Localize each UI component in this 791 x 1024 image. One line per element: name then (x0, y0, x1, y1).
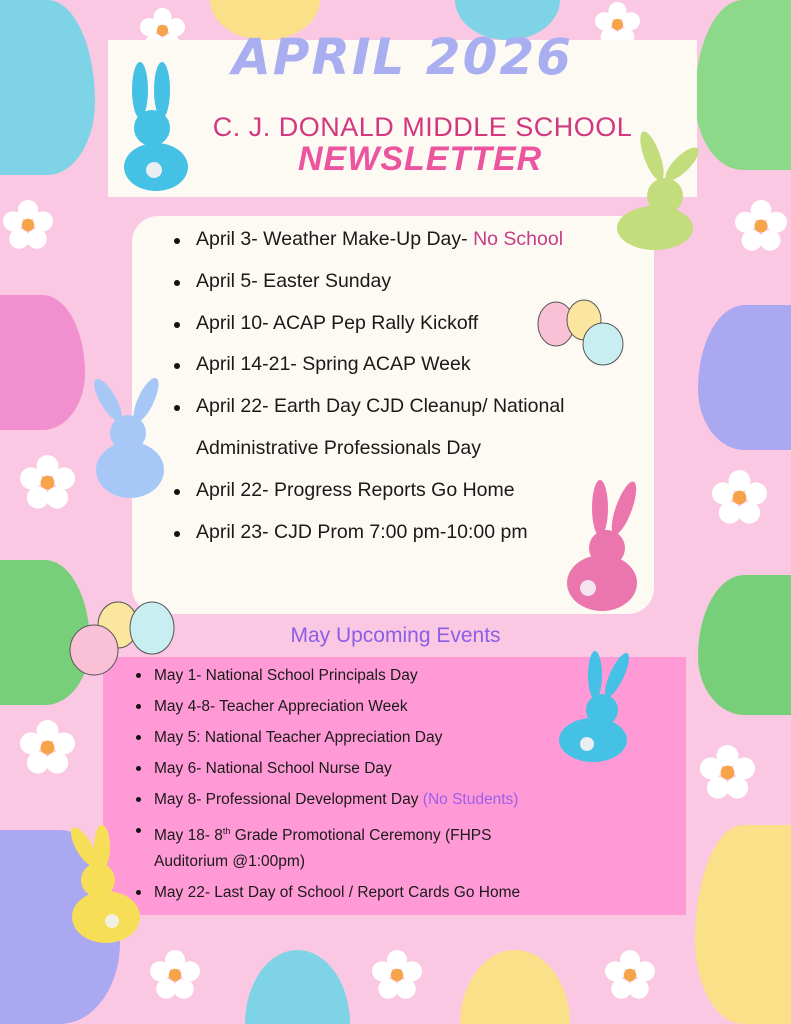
school-name: C. J. DONALD MIDDLE SCHOOL (212, 112, 633, 142)
list-item: April 14-21- Spring ACAP Week (178, 351, 565, 393)
newsletter-label: NEWSLETTER (298, 140, 543, 178)
egg-decoration (695, 0, 791, 170)
easter-eggs-icon (68, 600, 178, 680)
egg-decoration (0, 295, 85, 430)
list-item: May 8- Professional Development Day (No Students) (137, 789, 520, 820)
april-events-list (178, 226, 565, 560)
bunny-icon (610, 128, 705, 253)
daisy-flower-icon (735, 200, 787, 252)
list-item: April 3- Weather Make-Up Day- No School (178, 226, 565, 268)
may-events-list (137, 665, 520, 913)
list-item: May 1- National School Principals Day (137, 665, 520, 696)
list-item: May 4-8- Teacher Appreciation Week (137, 696, 520, 727)
daisy-flower-icon (3, 200, 53, 250)
list-item-continuation: Auditorium @1:00pm) (154, 853, 305, 870)
list-item: April 22- Progress Reports Go Home (178, 477, 565, 519)
bunny-icon (118, 62, 193, 192)
bunny-icon (88, 375, 173, 500)
bunny-icon (562, 478, 642, 613)
newsletter-header (108, 28, 697, 197)
may-section-title: May Upcoming Events (290, 624, 501, 647)
list-item: April 10- ACAP Pep Rally Kickoff (178, 310, 565, 352)
egg-decoration (698, 305, 791, 450)
list-item-continuation: Administrative Professionals Day (196, 436, 482, 459)
egg-decoration (0, 0, 95, 175)
list-item: May 6- National School Nurse Day (137, 758, 520, 789)
daisy-flower-icon (372, 950, 422, 1000)
daisy-flower-icon (700, 745, 755, 800)
egg-decoration (245, 950, 350, 1024)
list-item: May 22- Last Day of School / Report Cards Go Home (137, 882, 520, 913)
list-item: May 5: National Teacher Appreciation Day (137, 727, 520, 758)
daisy-flower-icon (150, 950, 200, 1000)
egg-decoration (695, 825, 791, 1024)
egg-decoration (460, 950, 570, 1024)
list-item: April 5- Easter Sunday (178, 268, 565, 310)
easter-eggs-icon (536, 298, 628, 368)
daisy-flower-icon (20, 455, 75, 510)
list-item: May 18- 8th Grade Promotional Ceremony (FHPS (137, 820, 520, 851)
daisy-flower-icon (712, 470, 767, 525)
bunny-icon (557, 650, 635, 765)
month-title: APRIL 2026 (232, 28, 573, 86)
list-item: April 23- CJD Prom 7:00 pm-10:00 pm (178, 519, 565, 561)
list-item: April 22- Earth Day CJD Cleanup/ National (178, 393, 565, 435)
daisy-flower-icon (605, 950, 655, 1000)
daisy-flower-icon (20, 720, 75, 775)
bunny-icon (62, 825, 142, 945)
